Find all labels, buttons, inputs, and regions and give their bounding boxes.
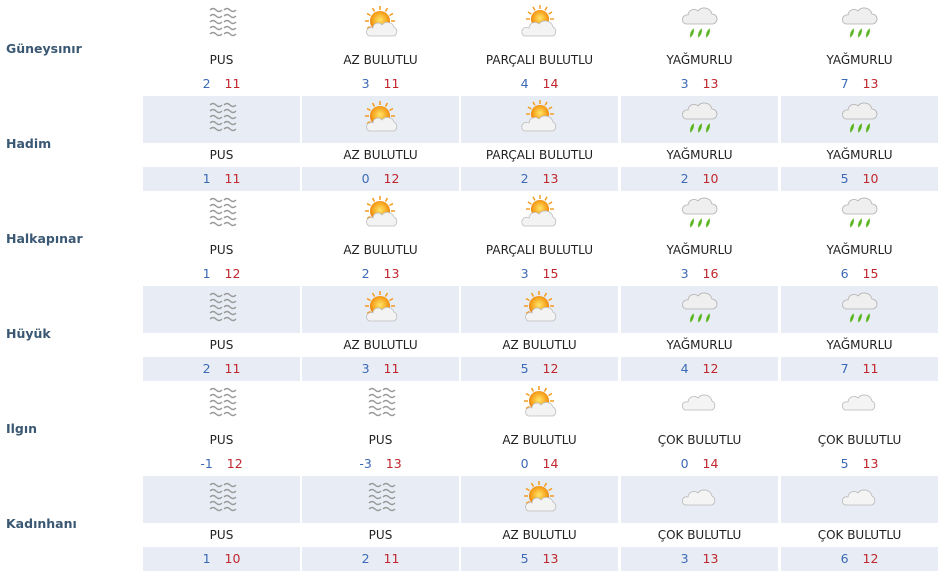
- condition-label: ÇOK BULUTLU: [657, 433, 742, 447]
- partly-cloudy-icon: [461, 383, 618, 423]
- city-name[interactable]: Kadınhanı: [6, 516, 77, 531]
- temperature-range: [461, 75, 618, 93]
- min-temperature: 3: [680, 266, 689, 281]
- temperature-range: [781, 550, 938, 568]
- forecast-cell: [143, 1, 300, 96]
- forecast-cell: [621, 381, 778, 476]
- temperature-range: [621, 75, 778, 93]
- forecast-cell: [143, 286, 300, 381]
- temperature-range: [461, 265, 618, 283]
- min-temperature: 2: [361, 266, 370, 281]
- partly-cloudy-icon: [461, 478, 618, 518]
- condition-label: YAĞMURLU: [621, 333, 778, 357]
- min-temperature: 3: [361, 361, 370, 376]
- temperature-range: [143, 265, 300, 283]
- max-temperature: 12: [542, 361, 559, 376]
- temperature-range: [781, 75, 938, 93]
- temperature-range: [621, 550, 778, 568]
- max-temperature: 11: [383, 76, 400, 91]
- condition-label: PUS: [368, 433, 393, 447]
- max-temperature: 10: [862, 171, 879, 186]
- max-temperature: 10: [224, 551, 241, 566]
- min-temperature: 2: [361, 551, 370, 566]
- min-temperature: 5: [840, 456, 849, 471]
- max-temperature: 13: [862, 456, 879, 471]
- max-temperature: 11: [224, 76, 241, 91]
- condition-label: YAĞMURLU: [826, 243, 893, 257]
- forecast-cell: [302, 1, 459, 96]
- min-temperature: 1: [202, 266, 211, 281]
- forecast-cell: [781, 1, 938, 96]
- temperature-range: [143, 360, 300, 378]
- max-temperature: 13: [542, 171, 559, 186]
- forecast-cell: [461, 191, 618, 286]
- min-temperature: 1: [202, 171, 211, 186]
- min-temperature: 0: [680, 456, 689, 471]
- max-temperature: 12: [224, 266, 241, 281]
- rain-icon: [621, 288, 778, 328]
- forecast-cell: [781, 286, 938, 381]
- condition-label: YAĞMURLU: [666, 53, 733, 67]
- max-temperature: 15: [542, 266, 559, 281]
- forecast-cell: [143, 96, 300, 191]
- condition-label: PUS: [143, 333, 300, 357]
- max-temperature: 14: [702, 456, 719, 471]
- condition-label: AZ BULUTLU: [343, 53, 418, 67]
- condition-label: YAĞMURLU: [781, 333, 938, 357]
- max-temperature: 12: [226, 456, 243, 471]
- max-temperature: 12: [862, 551, 879, 566]
- max-temperature: 11: [383, 551, 400, 566]
- max-temperature: 12: [383, 171, 400, 186]
- temperature-range: [781, 360, 938, 378]
- min-temperature: 5: [520, 551, 529, 566]
- partly-cloudy-icon: [461, 288, 618, 328]
- forecast-cell: [621, 476, 778, 571]
- min-temperature: 0: [361, 171, 370, 186]
- condition-label: YAĞMURLU: [781, 143, 938, 167]
- forecast-cell: [781, 476, 938, 571]
- condition-label: PARÇALI BULUTLU: [461, 143, 618, 167]
- forecast-cell: [461, 381, 618, 476]
- temperature-range: [461, 170, 618, 188]
- partly-cloudy-icon: [302, 193, 459, 233]
- condition-label: AZ BULUTLU: [502, 433, 577, 447]
- condition-label: AZ BULUTLU: [302, 333, 459, 357]
- min-temperature: 1: [202, 551, 211, 566]
- max-temperature: 12: [702, 361, 719, 376]
- temperature-range: [302, 550, 459, 568]
- fog-icon: [143, 383, 300, 423]
- forecast-cell: [461, 96, 618, 191]
- condition-label: PUS: [143, 143, 300, 167]
- max-temperature: 11: [862, 361, 879, 376]
- cloudy-icon: [781, 478, 938, 518]
- temperature-range: [143, 170, 300, 188]
- city-name[interactable]: Güneysınır: [6, 41, 82, 56]
- temperature-range: [302, 455, 459, 473]
- cloudy-icon: [781, 383, 938, 423]
- min-temperature: 5: [840, 171, 849, 186]
- temperature-range: [143, 75, 300, 93]
- max-temperature: 16: [702, 266, 719, 281]
- forecast-cell: [621, 96, 778, 191]
- condition-label: AZ BULUTLU: [343, 243, 418, 257]
- condition-label: PUS: [209, 53, 234, 67]
- condition-label: PUS: [143, 523, 300, 547]
- forecast-cell: [461, 286, 618, 381]
- city-name[interactable]: Ilgın: [6, 421, 38, 436]
- forecast-cell: [621, 286, 778, 381]
- min-temperature: 7: [840, 76, 849, 91]
- temperature-range: [302, 360, 459, 378]
- fog-icon: [143, 98, 300, 138]
- min-temperature: 2: [520, 171, 529, 186]
- table-row: [0, 286, 945, 381]
- condition-label: AZ BULUTLU: [461, 333, 618, 357]
- fog-icon: [143, 478, 300, 518]
- temperature-range: [143, 550, 300, 568]
- condition-label: AZ BULUTLU: [302, 143, 459, 167]
- condition-label: YAĞMURLU: [666, 243, 733, 257]
- cloudy-icon: [621, 383, 778, 423]
- temperature-range: [621, 360, 778, 378]
- temperature-range: [781, 170, 938, 188]
- forecast-cell: [143, 476, 300, 571]
- condition-label: PUS: [209, 243, 234, 257]
- table-row: [0, 96, 945, 191]
- city-name[interactable]: Hüyük: [6, 326, 51, 341]
- fog-icon: [302, 478, 459, 518]
- temperature-range: [781, 455, 938, 473]
- forecast-cell: [143, 381, 300, 476]
- partly-cloudy-icon: [302, 98, 459, 138]
- table-row: [0, 1, 945, 96]
- fog-icon: [302, 383, 459, 423]
- max-temperature: 13: [702, 551, 719, 566]
- max-temperature: 13: [383, 266, 400, 281]
- condition-label: PUS: [209, 433, 234, 447]
- min-temperature: 6: [840, 551, 849, 566]
- rain-icon: [621, 193, 778, 233]
- min-temperature: 0: [520, 456, 529, 471]
- max-temperature: 11: [383, 361, 400, 376]
- mostly-cloudy-icon: [461, 3, 618, 43]
- fog-icon: [143, 193, 300, 233]
- condition-label: PUS: [302, 523, 459, 547]
- forecast-cell: [302, 286, 459, 381]
- max-temperature: 13: [542, 551, 559, 566]
- forecast-cell: [302, 476, 459, 571]
- city-name[interactable]: Halkapınar: [6, 231, 83, 246]
- mostly-cloudy-icon: [461, 98, 618, 138]
- condition-label: AZ BULUTLU: [461, 523, 618, 547]
- min-temperature: 3: [520, 266, 529, 281]
- max-temperature: 13: [385, 456, 402, 471]
- condition-label: YAĞMURLU: [826, 53, 893, 67]
- forecast-cell: [781, 381, 938, 476]
- condition-label: ÇOK BULUTLU: [621, 523, 778, 547]
- forecast-cell: [621, 1, 778, 96]
- fog-icon: [143, 288, 300, 328]
- forecast-cell: [781, 96, 938, 191]
- temperature-range: [461, 455, 618, 473]
- rain-icon: [621, 98, 778, 138]
- min-temperature: 6: [840, 266, 849, 281]
- fog-icon: [143, 3, 300, 43]
- forecast-cell: [781, 191, 938, 286]
- mostly-cloudy-icon: [461, 193, 618, 233]
- condition-label: ÇOK BULUTLU: [817, 433, 902, 447]
- rain-icon: [781, 98, 938, 138]
- min-temperature: 2: [202, 361, 211, 376]
- temperature-range: [621, 170, 778, 188]
- max-temperature: 10: [702, 171, 719, 186]
- max-temperature: 13: [702, 76, 719, 91]
- temperature-range: [302, 170, 459, 188]
- rain-icon: [781, 193, 938, 233]
- min-temperature: 3: [680, 551, 689, 566]
- condition-label: PARÇALI BULUTLU: [485, 243, 594, 257]
- condition-label: PARÇALI BULUTLU: [485, 53, 594, 67]
- temperature-range: [461, 360, 618, 378]
- max-temperature: 13: [862, 76, 879, 91]
- temperature-range: [621, 265, 778, 283]
- min-temperature: 5: [520, 361, 529, 376]
- city-name[interactable]: Hadim: [6, 136, 52, 151]
- max-temperature: 11: [224, 361, 241, 376]
- partly-cloudy-icon: [302, 3, 459, 43]
- forecast-cell: [461, 476, 618, 571]
- temperature-range: [302, 265, 459, 283]
- min-temperature: 4: [680, 361, 689, 376]
- temperature-range: [302, 75, 459, 93]
- table-row: [0, 381, 945, 476]
- forecast-cell: [143, 191, 300, 286]
- condition-label: ÇOK BULUTLU: [781, 523, 938, 547]
- max-temperature: 14: [542, 76, 559, 91]
- rain-icon: [781, 288, 938, 328]
- temperature-range: [461, 550, 618, 568]
- forecast-cell: [302, 381, 459, 476]
- rain-icon: [621, 3, 778, 43]
- temperature-range: [143, 455, 300, 473]
- min-temperature: -3: [359, 456, 372, 471]
- partly-cloudy-icon: [302, 288, 459, 328]
- temperature-range: [781, 265, 938, 283]
- max-temperature: 15: [862, 266, 879, 281]
- temperature-range: [621, 455, 778, 473]
- max-temperature: 11: [224, 171, 241, 186]
- min-temperature: 7: [840, 361, 849, 376]
- min-temperature: 3: [680, 76, 689, 91]
- forecast-cell: [302, 96, 459, 191]
- table-row: [0, 476, 945, 571]
- condition-label: YAĞMURLU: [621, 143, 778, 167]
- rain-icon: [781, 3, 938, 43]
- forecast-cell: [621, 191, 778, 286]
- min-temperature: 2: [202, 76, 211, 91]
- min-temperature: 3: [361, 76, 370, 91]
- min-temperature: 4: [520, 76, 529, 91]
- max-temperature: 14: [542, 456, 559, 471]
- min-temperature: 2: [680, 171, 689, 186]
- min-temperature: -1: [200, 456, 213, 471]
- cloudy-icon: [621, 478, 778, 518]
- table-row: [0, 191, 945, 286]
- forecast-cell: [302, 191, 459, 286]
- forecast-cell: [461, 1, 618, 96]
